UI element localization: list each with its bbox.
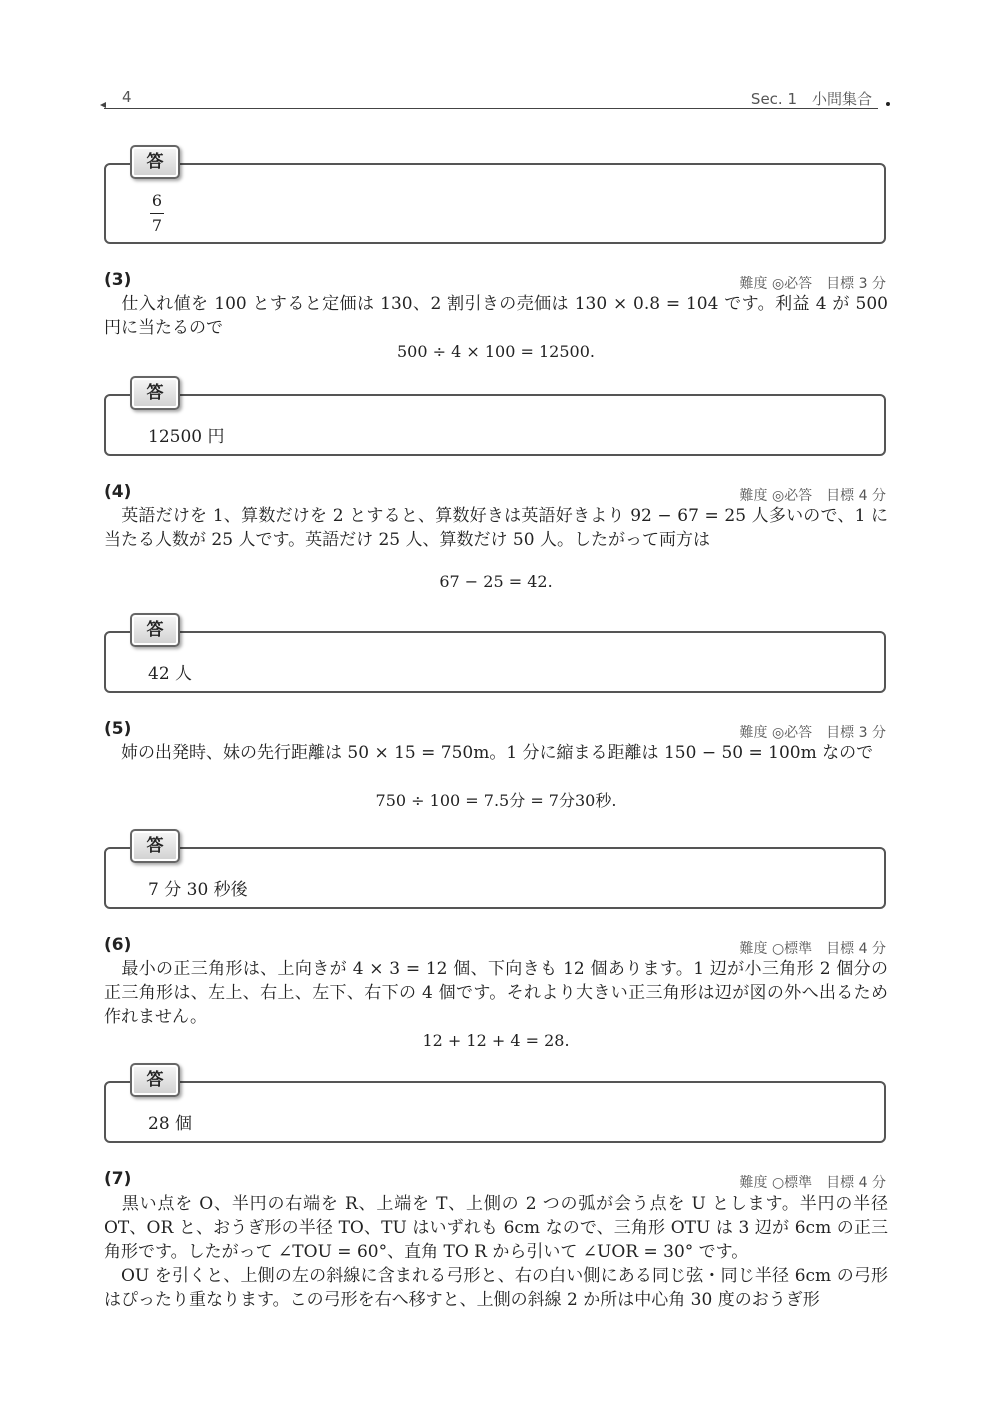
answer-3: 12500 円 bbox=[148, 427, 225, 447]
answer-box-6 bbox=[104, 1070, 886, 1143]
question-7-body-2: OU を引くと、上側の左の斜線に含まれる弓形と、右の白い側にある同じ弦・同じ半径 6cm の弓形はぴったり重なります。この弓形を右へ移すと、上側の斜線 2 か所は中心角 30 度のおうぎ形 bbox=[104, 1266, 888, 1310]
question-meta: 難度 ◎必答 目標 3 分 bbox=[739, 725, 886, 741]
answer-box-5 bbox=[104, 836, 886, 909]
answer-badge: 答 bbox=[130, 376, 180, 410]
answer-box-prev bbox=[104, 152, 886, 244]
answer-badge: 答 bbox=[130, 1063, 180, 1097]
question-meta: 難度 ◎必答 目標 4 分 bbox=[739, 488, 886, 504]
question-5-equation: 750 ÷ 100 = 7.5分 = 7分30秒. bbox=[375, 791, 617, 810]
question-6-body: 最小の正三角形は、上向きが 4 × 3 = 12 個、下向きも 12 個あります。1 辺が小三角形 2 個分の正三角形は、左上、右上、左下、右下の 4 個です。それより大きい正三角形は辺が図の外へ出るため作れません。 bbox=[104, 959, 888, 1027]
question-3-header bbox=[104, 270, 886, 292]
question-7-body-1: 黒い点を O、半円の右端を R、上端を T、上側の 2 つの弧が会う点を U とします。半円の半径 OT、OR と、おうぎ形の半径 TO、TU はいずれも 6cm なので、三角形 OTU は 3 辺が 6cm の正三角形です。したがって ∠TOU = 60°、直角 TO R から引いて ∠UOR = 30° です。 bbox=[104, 1194, 888, 1262]
question-6-header bbox=[104, 935, 886, 957]
question-4-equation: 67 − 25 = 42. bbox=[439, 572, 553, 591]
answer-fraction bbox=[150, 191, 164, 236]
fraction-numerator: 6 bbox=[151, 191, 163, 210]
question-5-body: 姉の出発時、妹の先行距離は 50 × 15 = 750m。1 分に縮まる距離は 150 − 50 = 100m なので bbox=[121, 743, 874, 763]
answer-6: 28 個 bbox=[148, 1114, 193, 1134]
answer-badge: 答 bbox=[130, 145, 180, 179]
answer-5: 7 分 30 秒後 bbox=[148, 880, 248, 900]
question-4-header bbox=[104, 482, 886, 504]
page-header bbox=[104, 86, 878, 109]
header-marker-right bbox=[886, 102, 890, 106]
answer-box-3 bbox=[104, 383, 886, 456]
question-7-text-1 bbox=[104, 1192, 888, 1264]
question-number: (5) bbox=[104, 719, 132, 739]
question-6-text bbox=[104, 957, 888, 1029]
question-7-text-2 bbox=[104, 1264, 888, 1312]
fraction-bar bbox=[150, 213, 164, 214]
question-7-header bbox=[104, 1169, 886, 1191]
question-meta: 難度 ◎必答 目標 3 分 bbox=[739, 276, 886, 292]
answer-badge: 答 bbox=[130, 829, 180, 863]
header-marker-left bbox=[100, 102, 106, 108]
section-title: Sec. 1 小問集合 bbox=[750, 90, 872, 108]
answer-box-4 bbox=[104, 620, 886, 693]
question-number: (4) bbox=[104, 482, 132, 502]
question-5-text bbox=[104, 741, 888, 765]
page-number: 4 bbox=[122, 88, 132, 106]
fraction-denominator: 7 bbox=[151, 216, 163, 235]
question-3-body: 仕入れ値を 100 とすると定価は 130、2 割引きの売価は 130 × 0.8 = 104 です。利益 4 が 500 円に当たるので bbox=[104, 294, 888, 338]
question-5-header bbox=[104, 719, 886, 741]
question-meta: 難度 ○標準 目標 4 分 bbox=[739, 941, 886, 957]
question-4-body: 英語だけを 1、算数だけを 2 とすると、算数好きは英語好きより 92 − 67 = 25 人多いので、1 に当たる人数が 25 人です。英語だけ 25 人、算数だけ 50 人。したがって両方は bbox=[104, 506, 888, 550]
question-number: (3) bbox=[104, 270, 132, 290]
question-number: (7) bbox=[104, 1169, 132, 1189]
question-meta: 難度 ○標準 目標 4 分 bbox=[739, 1175, 886, 1191]
question-number: (6) bbox=[104, 935, 132, 955]
question-3-equation: 500 ÷ 4 × 100 = 12500. bbox=[397, 342, 595, 361]
question-3-text bbox=[104, 292, 888, 340]
question-4-text bbox=[104, 504, 888, 552]
question-6-equation: 12 + 12 + 4 = 28. bbox=[422, 1031, 570, 1050]
answer-badge: 答 bbox=[130, 613, 180, 647]
answer-4: 42 人 bbox=[148, 664, 193, 684]
